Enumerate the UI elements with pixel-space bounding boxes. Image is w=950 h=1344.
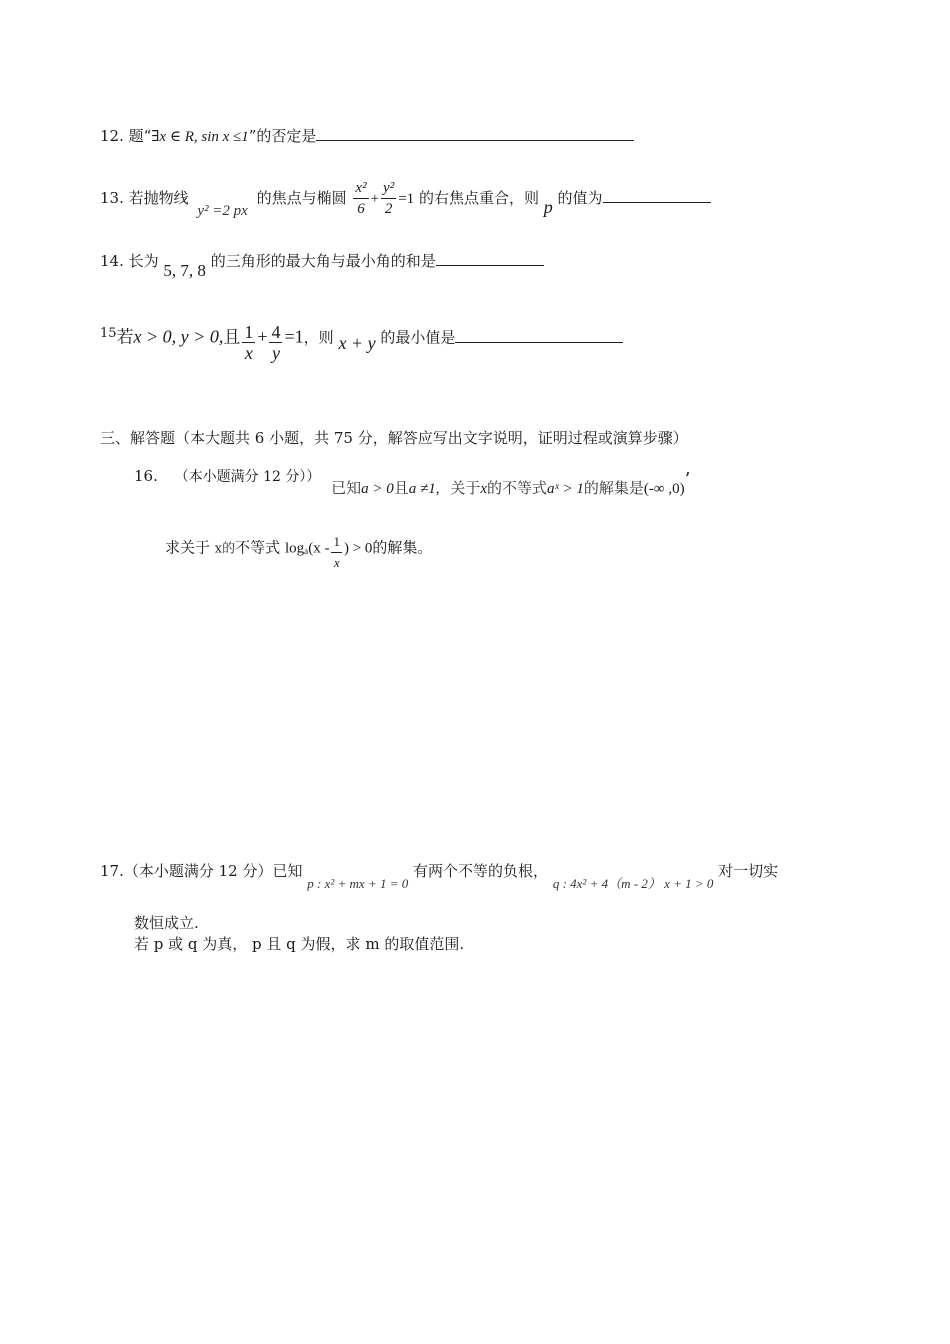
q16-number: 16.	[134, 467, 158, 485]
q17-line3-text: 若 p 或 q 为真， p 且 q 为假，求 m 的取值范围.	[134, 935, 465, 953]
question-17-line-3	[134, 933, 464, 954]
q17-line2-text: 数恒成立.	[134, 914, 199, 932]
q12-answer-blank	[316, 139, 634, 141]
q14-number: 14. 长为	[100, 252, 159, 270]
q16-inequality: aˣ > 1	[547, 481, 584, 497]
q17-suffix: 对一切实	[718, 862, 779, 880]
q15-fraction-1-numerator: 1	[244, 322, 254, 342]
q14-sides: 5, 7, 8	[163, 261, 206, 280]
q17-q-expression: q : 4x² + 4（m - 2） x + 1 > 0	[552, 876, 714, 891]
q16-log-tail: ) > 0	[343, 540, 373, 557]
q16-condition: a > 0	[361, 481, 394, 497]
q13-suffix: 的值为	[557, 188, 603, 207]
q13-fraction-y-numerator: y²	[381, 178, 396, 199]
q12-number: 12. 题“	[100, 127, 152, 145]
q16-solution-set: (-∞ ,0)	[643, 481, 685, 497]
q14-suffix: 的三角形的最大角与最小角的和是	[210, 252, 436, 270]
q16-x: x	[480, 481, 487, 497]
q16-log-fraction	[331, 532, 342, 573]
q16-tail: ’	[684, 469, 691, 490]
q13-equals: =1	[398, 190, 415, 207]
q15-and: 且	[223, 327, 241, 348]
q16-condition-2: a ≠1,	[408, 481, 440, 497]
section-3-heading-text: 三、解答题（本大题共 6 小题，共 75 分，解答应写出文字说明，证明过程或演算步骤）	[100, 429, 688, 447]
q15-fraction-2-denominator: y	[271, 343, 280, 363]
q16-text4: 的解集是	[583, 479, 644, 497]
q17-mid: 有两个不等的负根，	[413, 862, 549, 880]
q15-number: 15	[100, 325, 117, 341]
q13-fraction-y-denominator: 2	[384, 201, 393, 217]
q15-suffix: 的最小值是	[380, 328, 456, 347]
q16-log: logₐ(x -	[284, 540, 330, 557]
q15-expression: x + y	[338, 332, 376, 353]
q13-fraction-x-numerator: x²	[353, 178, 368, 199]
question-17-line-2	[134, 912, 199, 933]
q17-p-expression: p : x² + mx + 1 = 0	[307, 876, 409, 891]
q16-text3: 的不等式	[487, 479, 548, 497]
q15-condition: x > 0, y > 0,	[133, 326, 224, 347]
section-3-heading	[100, 427, 688, 448]
question-17	[100, 860, 779, 891]
q16-line2-prefix: 求关于	[165, 538, 211, 557]
question-15	[100, 318, 623, 363]
question-16-line-2	[165, 528, 432, 569]
q15-fraction-2-numerator: 4	[271, 322, 281, 342]
q16-and: 且	[393, 479, 409, 497]
q15-prefix: 若	[116, 327, 134, 348]
q13-number: 13. 若抛物线	[100, 188, 189, 207]
question-12	[100, 125, 634, 146]
q16-line2-suffix: 的解集。	[372, 538, 433, 557]
q15-fraction-1	[242, 322, 255, 363]
q13-fraction-x-denominator: 6	[357, 201, 365, 217]
q13-plus: +	[370, 190, 380, 207]
question-14	[100, 250, 544, 280]
q13-p: p	[543, 196, 553, 217]
question-16	[134, 465, 691, 497]
q13-fraction-x	[353, 178, 368, 219]
q12-suffix: ”的否定是	[248, 127, 317, 145]
q15-fraction-2	[269, 322, 282, 363]
q16-text2: 关于	[450, 479, 481, 497]
q15-answer-blank	[455, 341, 623, 343]
q15-plus: +	[257, 326, 268, 347]
q16-score: （本小题满分 12 分））	[174, 469, 321, 485]
q16-line2-x: x的	[214, 541, 236, 557]
q12-expression: ∃x ∈ R, sin x ≤1	[151, 129, 249, 145]
q16-text1: 已知	[331, 479, 362, 497]
q13-answer-blank	[603, 201, 711, 203]
q16-line2-text: 不等式	[235, 538, 281, 557]
q16-log-fraction-numerator: 1	[331, 532, 342, 553]
q14-answer-blank	[436, 264, 544, 266]
q17-number: 17.（本小题满分 12 分）已知	[100, 862, 303, 880]
q16-log-fraction-denominator: x	[333, 555, 340, 570]
question-13	[100, 170, 711, 219]
q13-mid: 的焦点与椭圆	[256, 188, 347, 207]
q13-fraction-y	[381, 178, 396, 219]
q15-equals: =1	[284, 326, 304, 347]
q13-mid2: 的右焦点重合，则	[418, 188, 539, 207]
q15-mid: ，则	[303, 328, 334, 347]
q13-parabola: y² =2 px	[197, 202, 248, 219]
q15-fraction-1-denominator: x	[244, 343, 253, 363]
